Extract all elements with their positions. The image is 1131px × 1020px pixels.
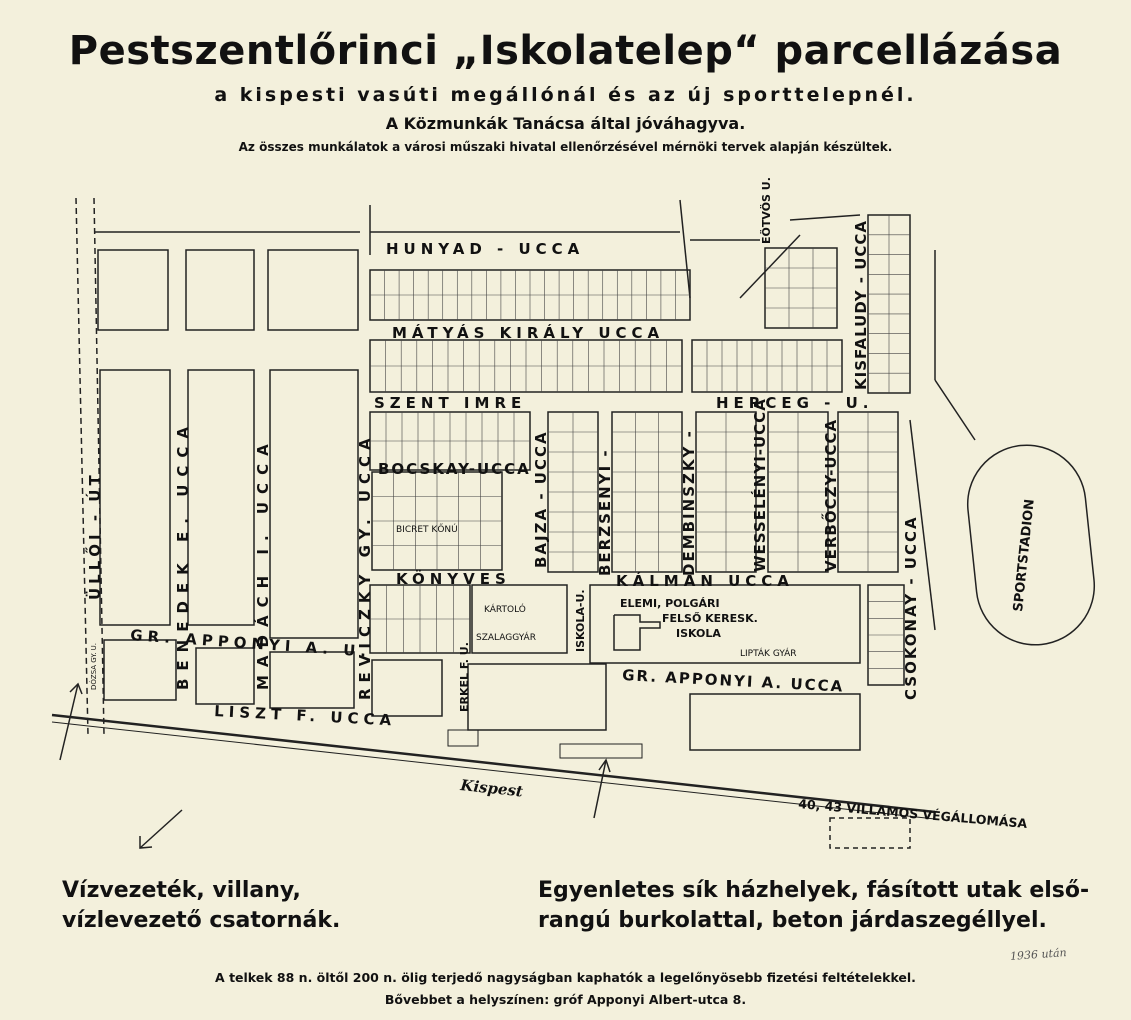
school-label: ELEMI, POLGÁRI [620, 597, 720, 610]
utilities-line: Vízvezeték, villany, [62, 878, 301, 903]
street-label-benedek: BENEDEK E. UCCA [174, 419, 192, 690]
approval-text: A Közmunkák Tanácsa által jóváhagyva. [385, 114, 746, 133]
street-label-kisfaludy: KISFALUDY - UCCA [852, 219, 870, 390]
block [690, 694, 860, 750]
street-label-apponyi-left: GR. APPONYI A. U. [129, 626, 372, 661]
block [270, 370, 358, 638]
street-label-eotvos: EÖTVÖS U. [760, 177, 773, 244]
street-label-dozsa: DÓZSA GY. U. [90, 642, 98, 690]
street-label-reviczky: REVICZKY GY. UCCA [356, 432, 374, 700]
features-text [538, 876, 1089, 936]
street-label-madach: MADÁCH I. UCCA [254, 436, 272, 690]
block [188, 370, 254, 625]
street-label-kalman: KÁLMÁN UCCA [616, 572, 794, 590]
street-label-matyas: MÁTYÁS KIRÁLY UCCA [392, 324, 665, 342]
info-text: Bővebbet a helyszínen: gróf Apponyi Albert-utca 8. [384, 992, 747, 1007]
features-line: Egyenletes sík házhelyek, fásított utak első- [538, 878, 1090, 903]
factory-label: SZALAGGYÁR [476, 633, 536, 643]
street-label-ulloi: ÜLLŐI - ÚT [86, 471, 104, 600]
school-label: FELSŐ KERESK. [662, 612, 758, 625]
features-line: rangú burkolattal, beton járdaszegéllyel. [538, 908, 1047, 933]
utilities-line: vízlevezető csatornák. [62, 908, 341, 933]
utilities-text [62, 876, 340, 936]
block [468, 664, 606, 730]
tram-terminal [830, 818, 910, 848]
street-label-dembinszky: DEMBINSZKY - [680, 429, 698, 576]
block [186, 250, 254, 330]
factory-label: LIPTÁK GYÁR [740, 649, 797, 659]
street-label-apponyi-right: GR. APPONYI A. UCCA [621, 666, 845, 696]
street-label-bajza: BAJZA - UCCA [532, 430, 550, 568]
bicret-label: BICRET KŐNÚ [396, 525, 458, 535]
street-label-wesselenyi: WESSELÉNYI-UCCA [751, 398, 769, 572]
street-label-berzsenyi: BERZSENYI - [596, 448, 614, 576]
street-label-bocskay: BOCSKAY-UCCA [378, 460, 531, 478]
kispest-label: Kispest [459, 776, 524, 801]
street-label-hunyad: HUNYAD - UCCA [386, 240, 585, 258]
block [270, 652, 354, 708]
block [100, 370, 170, 625]
tram-label: 40, 43 VILLAMOS VÉGÁLLOMÁSA [797, 796, 1028, 832]
street-label-szent-imre: SZENT IMRE [374, 394, 527, 412]
block [104, 640, 176, 700]
block [372, 660, 442, 716]
street-label-iskola: ISKOLA-U. [574, 589, 587, 652]
street-label-herceg: HERCEG - U. [716, 394, 874, 412]
handwritten-note: 1936 után [1009, 946, 1068, 963]
street-label-erkel: ERKEL F. U. [458, 642, 471, 712]
arrow-icon [60, 684, 78, 760]
ulloi-road-line [76, 198, 88, 735]
street-label-verboczy: VERBŐCZY-UCCA [822, 418, 840, 572]
terms-text: A telkek 88 n. öltől 200 n. ölig terjedő nagyságban kaphatók a legelőnyösebb fizetési feltételekkel. [215, 970, 916, 985]
block [268, 250, 358, 330]
map-title: Pestszentlőrinci „Iskolatelep“ parcellázása [68, 28, 1063, 74]
street-label-konyves: KÖNYVES [396, 570, 511, 588]
school-building [614, 615, 660, 650]
map-subtitle: a kispesti vasúti megállónál és az új sporttelepnél. [214, 84, 917, 106]
school-label: ISKOLA [676, 627, 721, 640]
street-label-csokonay: CSOKONAY - UCCA [902, 515, 920, 700]
stadion-label: SPORTSTADION [1011, 498, 1038, 613]
street-label-liszt: LISZT F. UCCA [213, 702, 397, 730]
block [196, 648, 254, 704]
block [98, 250, 168, 330]
arrow-icon [140, 810, 182, 848]
factory-label: KÁRTOLÓ [484, 605, 526, 615]
engineering-note: Az összes munkálatok a városi műszaki hivatal ellenőrzésével mérnöki tervek alapján készültek. [238, 140, 893, 154]
